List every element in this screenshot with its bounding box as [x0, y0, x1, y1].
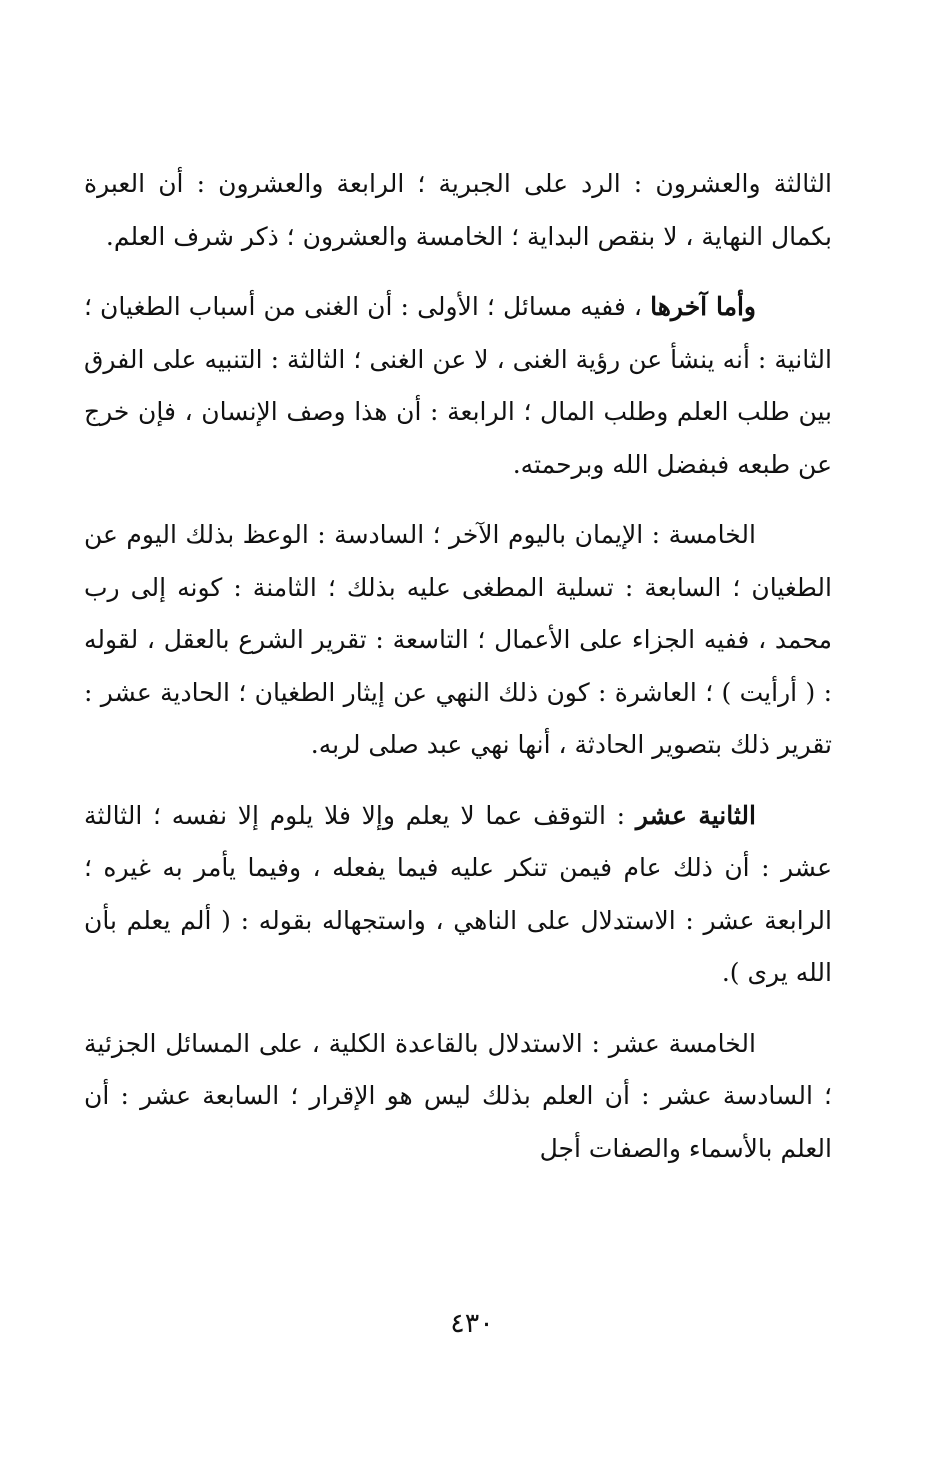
page-number: ٤٣٠ [450, 1308, 494, 1339]
paragraph-lead: الثانية عشر [635, 800, 756, 830]
paragraph-text: الخامسة : الإيمان باليوم الآخر ؛ السادسة : الوعظ بذلك اليوم عن الطغيان ؛ السابعة : تسلية المطغى عليه بذلك ؛ الثامنة : كونه إلى رب محمد ، ففيه الجزاء على الأعمال ؛ التاسعة : تقرير الشرع بالعقل ، لقوله : ( أرأيت ) ؛ العاشرة : كون ذلك النهي عن إيثار الطغيان ؛ الحادية عشر : تقرير ذلك بتصوير الحادثة ، أنها نهي عبد صلى لربه. [84, 520, 832, 759]
paragraph-lead: وأما آخرها [650, 292, 756, 321]
paragraph-text: : التوقف عما لا يعلم وإلا فلا يلوم إلا نفسه ؛ الثالثة عشر : أن ذلك عام فيمن تنكر عليه فيما يفعله ، وفيما يأمر به غيره ؛ الرابعة عشر : الاستدلال على الناهي ، واستجهاله بقوله : ( ألم يعلم بأن الله يرى ). [84, 800, 832, 987]
paragraph-4 [84, 790, 832, 1000]
paragraph-1 [84, 158, 832, 263]
paragraph-text: ، ففيه مسائل ؛ الأولى : أن الغنى من أسباب الطغيان ؛ الثانية : أنه ينشأ عن رؤية الغنى ، لا عن الغنى ؛ الثالثة : التنبيه على الفرق بين طلب العلم وطلب المال ؛ الرابعة : أن هذا وصف الإنسان ، فإن خرج عن طبعه فبفضل الله وبرحمته. [84, 292, 832, 479]
paragraph-3 [84, 509, 832, 772]
paragraph-text: الخامسة عشر : الاستدلال بالقاعدة الكلية ، على المسائل الجزئية ؛ السادسة عشر : أن العلم بذلك ليس هو الإقرار ؛ السابعة عشر : أن العلم بالأسماء والصفات أجل [84, 1028, 832, 1163]
paragraph-5 [84, 1018, 832, 1176]
paragraph-text: الثالثة والعشرون : الرد على الجبرية ؛ الرابعة والعشرون : أن العبرة بكمال النهاية ، لا بنقص البداية ؛ الخامسة والعشرون ؛ ذكر شرف العلم. [84, 169, 832, 251]
paragraph-2 [84, 281, 832, 491]
page-text [84, 158, 832, 1193]
